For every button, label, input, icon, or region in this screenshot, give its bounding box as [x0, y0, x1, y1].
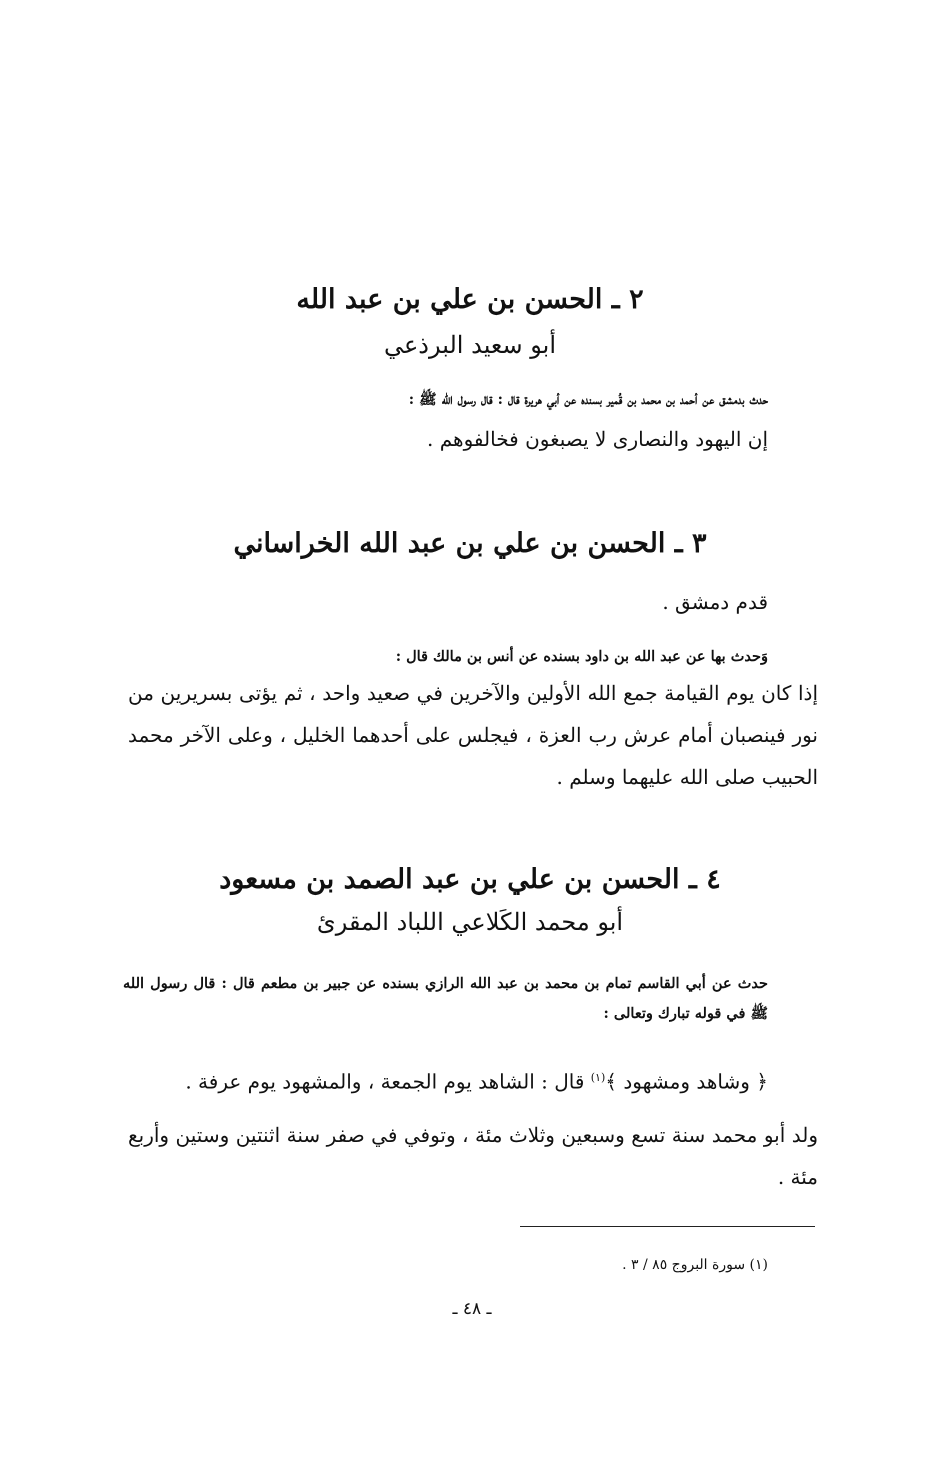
entry-3-matn: إذا كان يوم القيامة جمع الله الأولين والآخرين في صعيد واحد ، ثم يؤتى بسريرين من نور فينصبان أمام عرش رب العزة ، فيجلس على أحدهما الخليل ، وعلى الآخر محمد الحبيب صلى الله عليهما وسلم . — [128, 681, 818, 789]
entry-2-title: ٢ ـ الحسن بن علي بن عبد الله — [296, 284, 644, 315]
entry-4-title: ٤ ـ الحسن بن علي بن عبد الصمد بن مسعود — [219, 864, 721, 895]
entry-2-isnad: حدث بدمشق عن أحمد بن محمد بن قُمير بسنده عن أبي هريرة قال : قال رسول الله ﷺ : — [408, 391, 768, 408]
entry-4-isnad: حدث عن أبي القاسم تمام بن محمد بن عبد الله الرازي بسنده عن جبير بن مطعم قال : قال رسول الله ﷺ في قوله تبارك وتعالى : — [123, 975, 768, 1022]
quran-verse: ﴿ وشاهد ومشهود ﴾ — [605, 1069, 768, 1094]
verse-tafsir: قال : الشاهد يوم الجمعة ، والمشهود يوم عرفة . — [185, 1069, 585, 1094]
entry-3-isnad: وَحدث بها عن عبد الله بن داود بسنده عن أنس بن مالك قال : — [395, 648, 768, 665]
entry-4-verse-line — [68, 1063, 768, 1097]
page-number: ـ ٤٨ ـ — [452, 1299, 492, 1319]
entry-4-subtitle: أبو محمد الكَلاعي اللباد المقرئ — [316, 908, 624, 936]
footnote-divider — [520, 1226, 815, 1227]
entry-3-note: قدم دمشق . — [662, 590, 768, 614]
footnote-ref[interactable]: (١) — [590, 1071, 606, 1084]
entry-2-subtitle: أبو سعيد البرذعي — [383, 331, 556, 359]
entry-3-title: ٣ ـ الحسن بن علي بن عبد الله الخراساني — [233, 528, 707, 559]
footnote-1: (١) سورة البروج ٨٥ / ٣ . — [622, 1257, 768, 1273]
entry-4-bio: ولد أبو محمد سنة تسع وسبعين وثلاث مئة ، وتوفي في صفر سنة اثنتين وستين وأربع مئة . — [128, 1123, 818, 1189]
entry-2-matn: إن اليهود والنصارى لا يصبغون فخالفوهم . — [427, 427, 768, 451]
